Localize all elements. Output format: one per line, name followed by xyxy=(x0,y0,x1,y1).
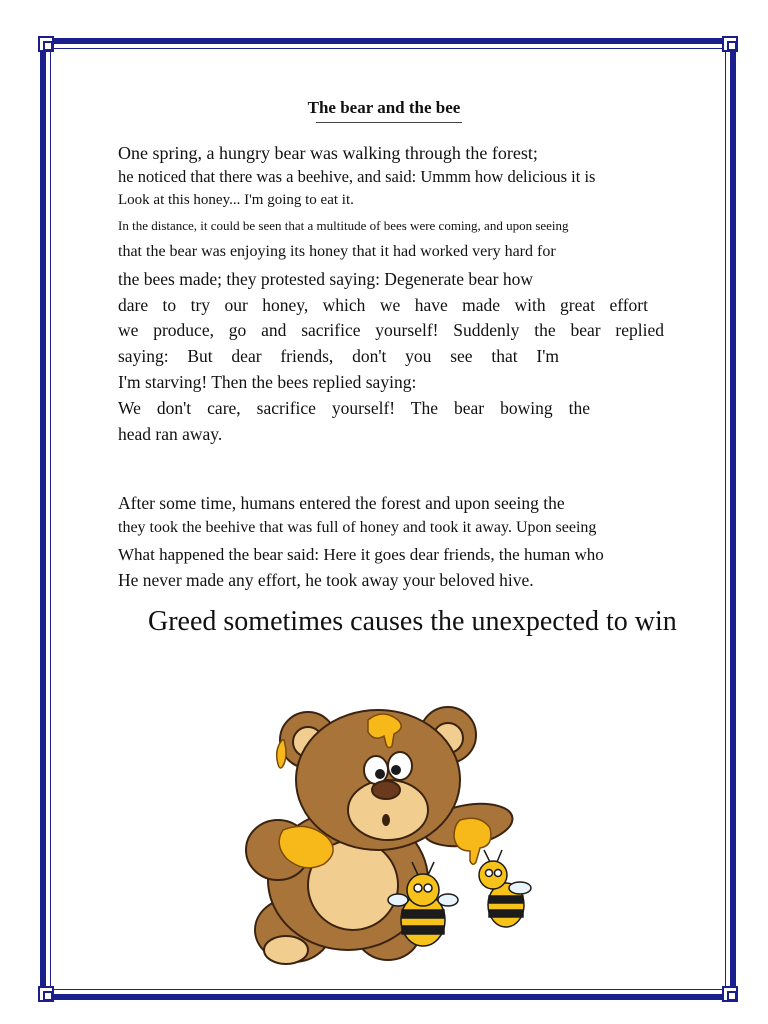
story-line: that the bear was enjoying its honey that it had worked very hard for xyxy=(118,243,556,260)
story-line: head ran away. xyxy=(118,424,223,444)
story-line: After some time, humans entered the forest and upon seeing the xyxy=(118,493,565,513)
border-corner-top-right xyxy=(722,36,738,52)
bee-icon xyxy=(479,850,531,927)
story-line: One spring, a hungry bear was walking through the forest; xyxy=(118,143,538,163)
story-line: In the distance, it could be seen that a multitude of bees were coming, and upon seeing xyxy=(118,218,569,233)
title-underline xyxy=(316,122,462,123)
border-corner-bottom-right xyxy=(722,986,738,1002)
story-line: he noticed that there was a beehive, and said: Ummm how delicious it is xyxy=(118,167,596,186)
bear-and-bees-illustration xyxy=(238,700,548,980)
story-line: they took the beehive that was full of honey and took it away. Upon seeing xyxy=(118,519,597,536)
story-title: The bear and the bee xyxy=(307,98,461,117)
story-line: We don't care, sacrifice yourself! The bear bowing the xyxy=(118,398,590,418)
story-line: I'm starving! Then the bees replied saying: xyxy=(118,372,417,392)
story-line: What happened the bear said: Here it goes dear friends, the human who xyxy=(118,545,604,564)
story-line: dare to try our honey, which we have made with great effort xyxy=(118,295,648,315)
story-line: the bees made; they protested saying: Degenerate bear how xyxy=(118,269,533,289)
story-line: Look at this honey... I'm going to eat it. xyxy=(118,192,354,208)
border-corner-bottom-left xyxy=(38,986,54,1002)
border-corner-top-left xyxy=(38,36,54,52)
story-line: He never made any effort, he took away your beloved hive. xyxy=(118,570,534,590)
story-line: we produce, go and sacrifice yourself! Suddenly the bear replied xyxy=(118,320,664,340)
story-line: saying: But dear friends, don't you see that I'm xyxy=(118,346,559,366)
moral-heading: Greed sometimes causes the unexpected to win xyxy=(148,606,677,637)
